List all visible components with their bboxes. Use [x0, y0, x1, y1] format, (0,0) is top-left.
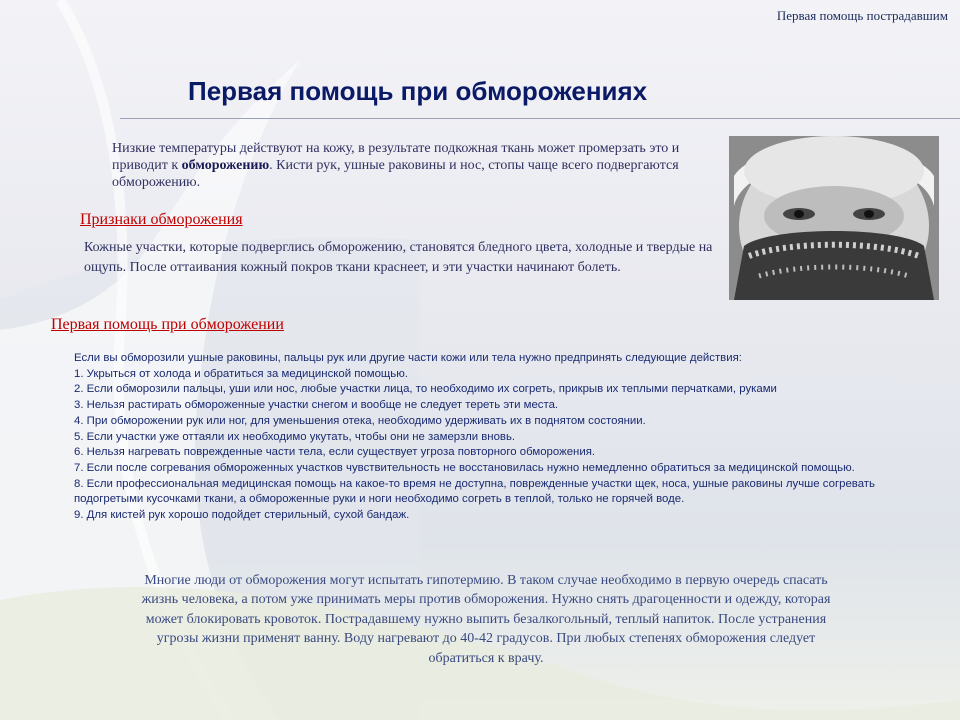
step-item: 7. Если после согревания обмороженных участков чувствительность не восстановилась нужно немедленно обратиться за медицинской помощью. [74, 461, 855, 474]
intro-bold-term: обморожению [181, 158, 270, 173]
step-item: 9. Для кистей рук хорошо подойдет стерильный, сухой бандаж. [74, 509, 410, 522]
first-aid-heading: Первая помощь при обморожении [51, 316, 284, 333]
intro-text-before: Низкие температуры действуют на кожу, в результате подкожная ткань может промерзать это и приводит к [112, 141, 680, 173]
title-divider [120, 118, 960, 119]
header-note: Первая помощь пострадавшим [776, 8, 948, 23]
frostbite-photo [729, 136, 939, 300]
step-item: 5. Если участки уже оттаяли их необходимо укутать, чтобы они не замерзли вновь. [74, 430, 516, 443]
step-item: 1. Укрыться от холода и обратиться за медицинской помощью. [74, 367, 408, 380]
intro-paragraph [112, 140, 712, 191]
steps-lead: Если вы обморозили ушные раковины, пальцы рук или другие части кожи или тела нужно предпринять следующие действия: [74, 352, 742, 364]
outro-paragraph: Многие люди от обморожения могут испытать гипотермию. В таком случае необходимо в первую очередь спасать жизнь человека, а потом уже принимать меры против обморожения. Нужно снять драгоценности и одежду, которая может блокировать кровоток. Пострадавшему нужно выпить безалкогольный, теплый напиток. После устранения угрозы жизни применят ванну. Воду нагревают до 40-42 градусов. При любых степенях обморожения следует обратиться к врачу. [141, 573, 831, 666]
frosted-face-image [729, 136, 939, 300]
step-item: 4. При обморожении рук или ног, для уменьшения отека, необходимо удерживать их в поднятом состоянии. [74, 414, 646, 427]
first-aid-steps [74, 351, 934, 524]
step-item: 6. Нельзя нагревать поврежденные части тела, если существует угроза повторного обморожения. [74, 446, 596, 459]
step-item: 3. Нельзя растирать обмороженные участки снегом и вообще не следует тереть эти места. [74, 399, 559, 412]
intro-text-after: . Кисти рук, ушные раковины и нос, стопы чаще всего подвергаются обморожению. [112, 158, 679, 190]
step-item: 8. Если профессиональная медицинская помощь на какое-то время не доступна, поврежденные участки щек, носа, ушные раковины лучше согревать подогретыми кусочками ткани, а обмороженные руки и ноги необходимо согреть в теплой, только не горячей воде. [74, 477, 875, 506]
signs-text: Кожные участки, которые подверглись обморожению, становятся бледного цвета, холодные и твердые на ощупь. После оттаивания кожный покров ткани краснеет, и эти участки начинают болеть. [84, 240, 713, 275]
page-title: Первая помощь при обморожениях [188, 76, 648, 106]
signs-heading: Признаки обморожения [80, 211, 243, 228]
step-item: 2. Если обморозили пальцы, уши или нос, любые участки лица, то необходимо их согреть, прикрыв их теплыми перчатками, руками [74, 383, 777, 396]
